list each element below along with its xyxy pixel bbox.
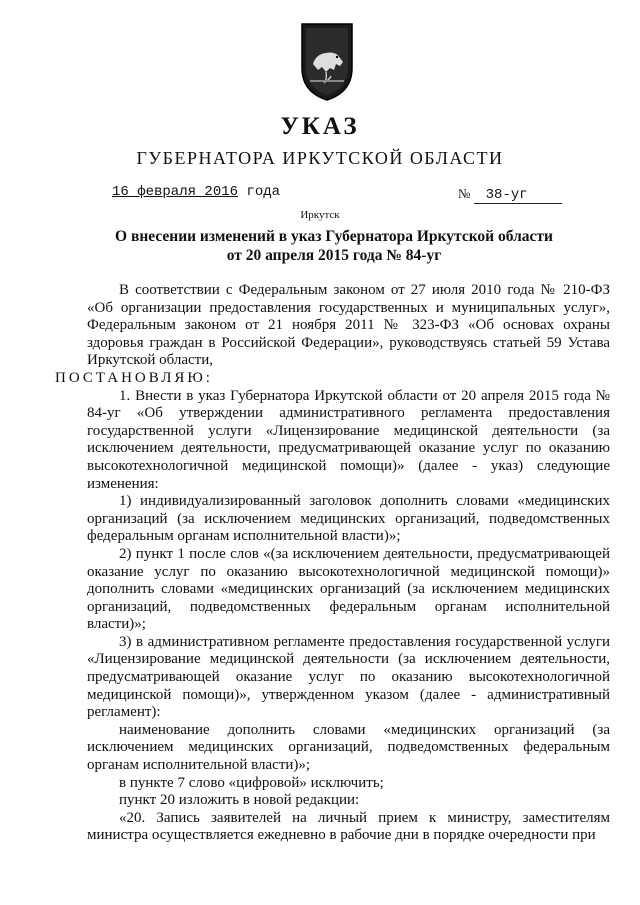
document-city: Иркутск <box>300 209 340 221</box>
document-date <box>112 184 280 200</box>
paragraph-name-change: наименование дополнить словами «медицинских организаций (за исключением медицинских организаций, подведомственных федеральным органам исполнительной власти)»; <box>87 721 610 774</box>
date-suffix: года <box>246 184 281 200</box>
document-body <box>55 282 610 845</box>
heading-line-1: О внесении изменений в указ Губернатора Иркутской области <box>115 228 553 245</box>
paragraph-decree: ПОСТАНОВЛЯЮ: <box>55 369 213 386</box>
number-value: 38-уг <box>474 187 562 204</box>
paragraph-item-1: 1. Внести в указ Губернатора Иркутской области от 20 апреля 2015 года № 84-уг «Об утверждении административного регламента предоставления государственной услуги «Лицензирование медицинской деятельности (за исключением деятельности, предусматривающей оказание услуг по оказанию высокотехнологичной медицинской помощи)» (далее - указ) следующие изменения: <box>87 387 610 492</box>
document-number <box>458 186 562 204</box>
document-title: УКАЗ <box>280 113 360 140</box>
paragraph-subitem-2: 2) пункт 1 после слов «(за исключением деятельности, предусматривающей оказание услуг по оказанию высокотехнологичной медицинской помощи)» дополнить словами «медицинских организаций (за исключением медицинских организаций, подведомственных федеральным органам исполнительной власти)»; <box>87 545 610 633</box>
paragraph-point-20-text: «20. Запись заявителей на личный прием к министру, заместителям министра осуществляется ежедневно в рабочие дни в порядке очередности при <box>87 809 610 844</box>
paragraph-point-20: пункт 20 изложить в новой редакции: <box>119 792 360 809</box>
coat-of-arms-emblem <box>296 20 358 102</box>
document-subtitle: ГУБЕРНАТОРА ИРКУТСКОЙ ОБЛАСТИ <box>136 148 504 168</box>
paragraph-subitem-1: 1) индивидуализированный заголовок дополнить словами «медицинских организаций (за исключением медицинских организаций, подведомственных федеральным органам исполнительной власти)»; <box>87 493 610 545</box>
paragraph-preamble: В соответствии с Федеральным законом от 27 июля 2010 года № 210-ФЗ «Об организации предоставления государственных и муниципальных услуг», Федеральным законом от 21 ноября 2011 № 323-ФЗ «Об основах охраны здоровья граждан в Российской Федерации», руководствуясь статьей 59 Устава Иркутской области, <box>87 282 610 369</box>
paragraph-subitem-3: 3) в административном регламенте предоставления государственной услуги «Лицензирование медицинской деятельности (за исключением деятельности, предусматривающей оказание услуг по оказанию высокотехнологичной медицинской помощи)», утвержденном указом (далее - административный регламент): <box>87 633 610 721</box>
heading-line-2: от 20 апреля 2015 года № 84-уг <box>226 247 442 264</box>
number-prefix: № <box>458 186 471 201</box>
paragraph-point-7: в пункте 7 слово «цифровой» исключить; <box>119 774 384 791</box>
date-value: 16 февраля 2016 <box>112 184 239 200</box>
document-heading <box>60 227 608 265</box>
